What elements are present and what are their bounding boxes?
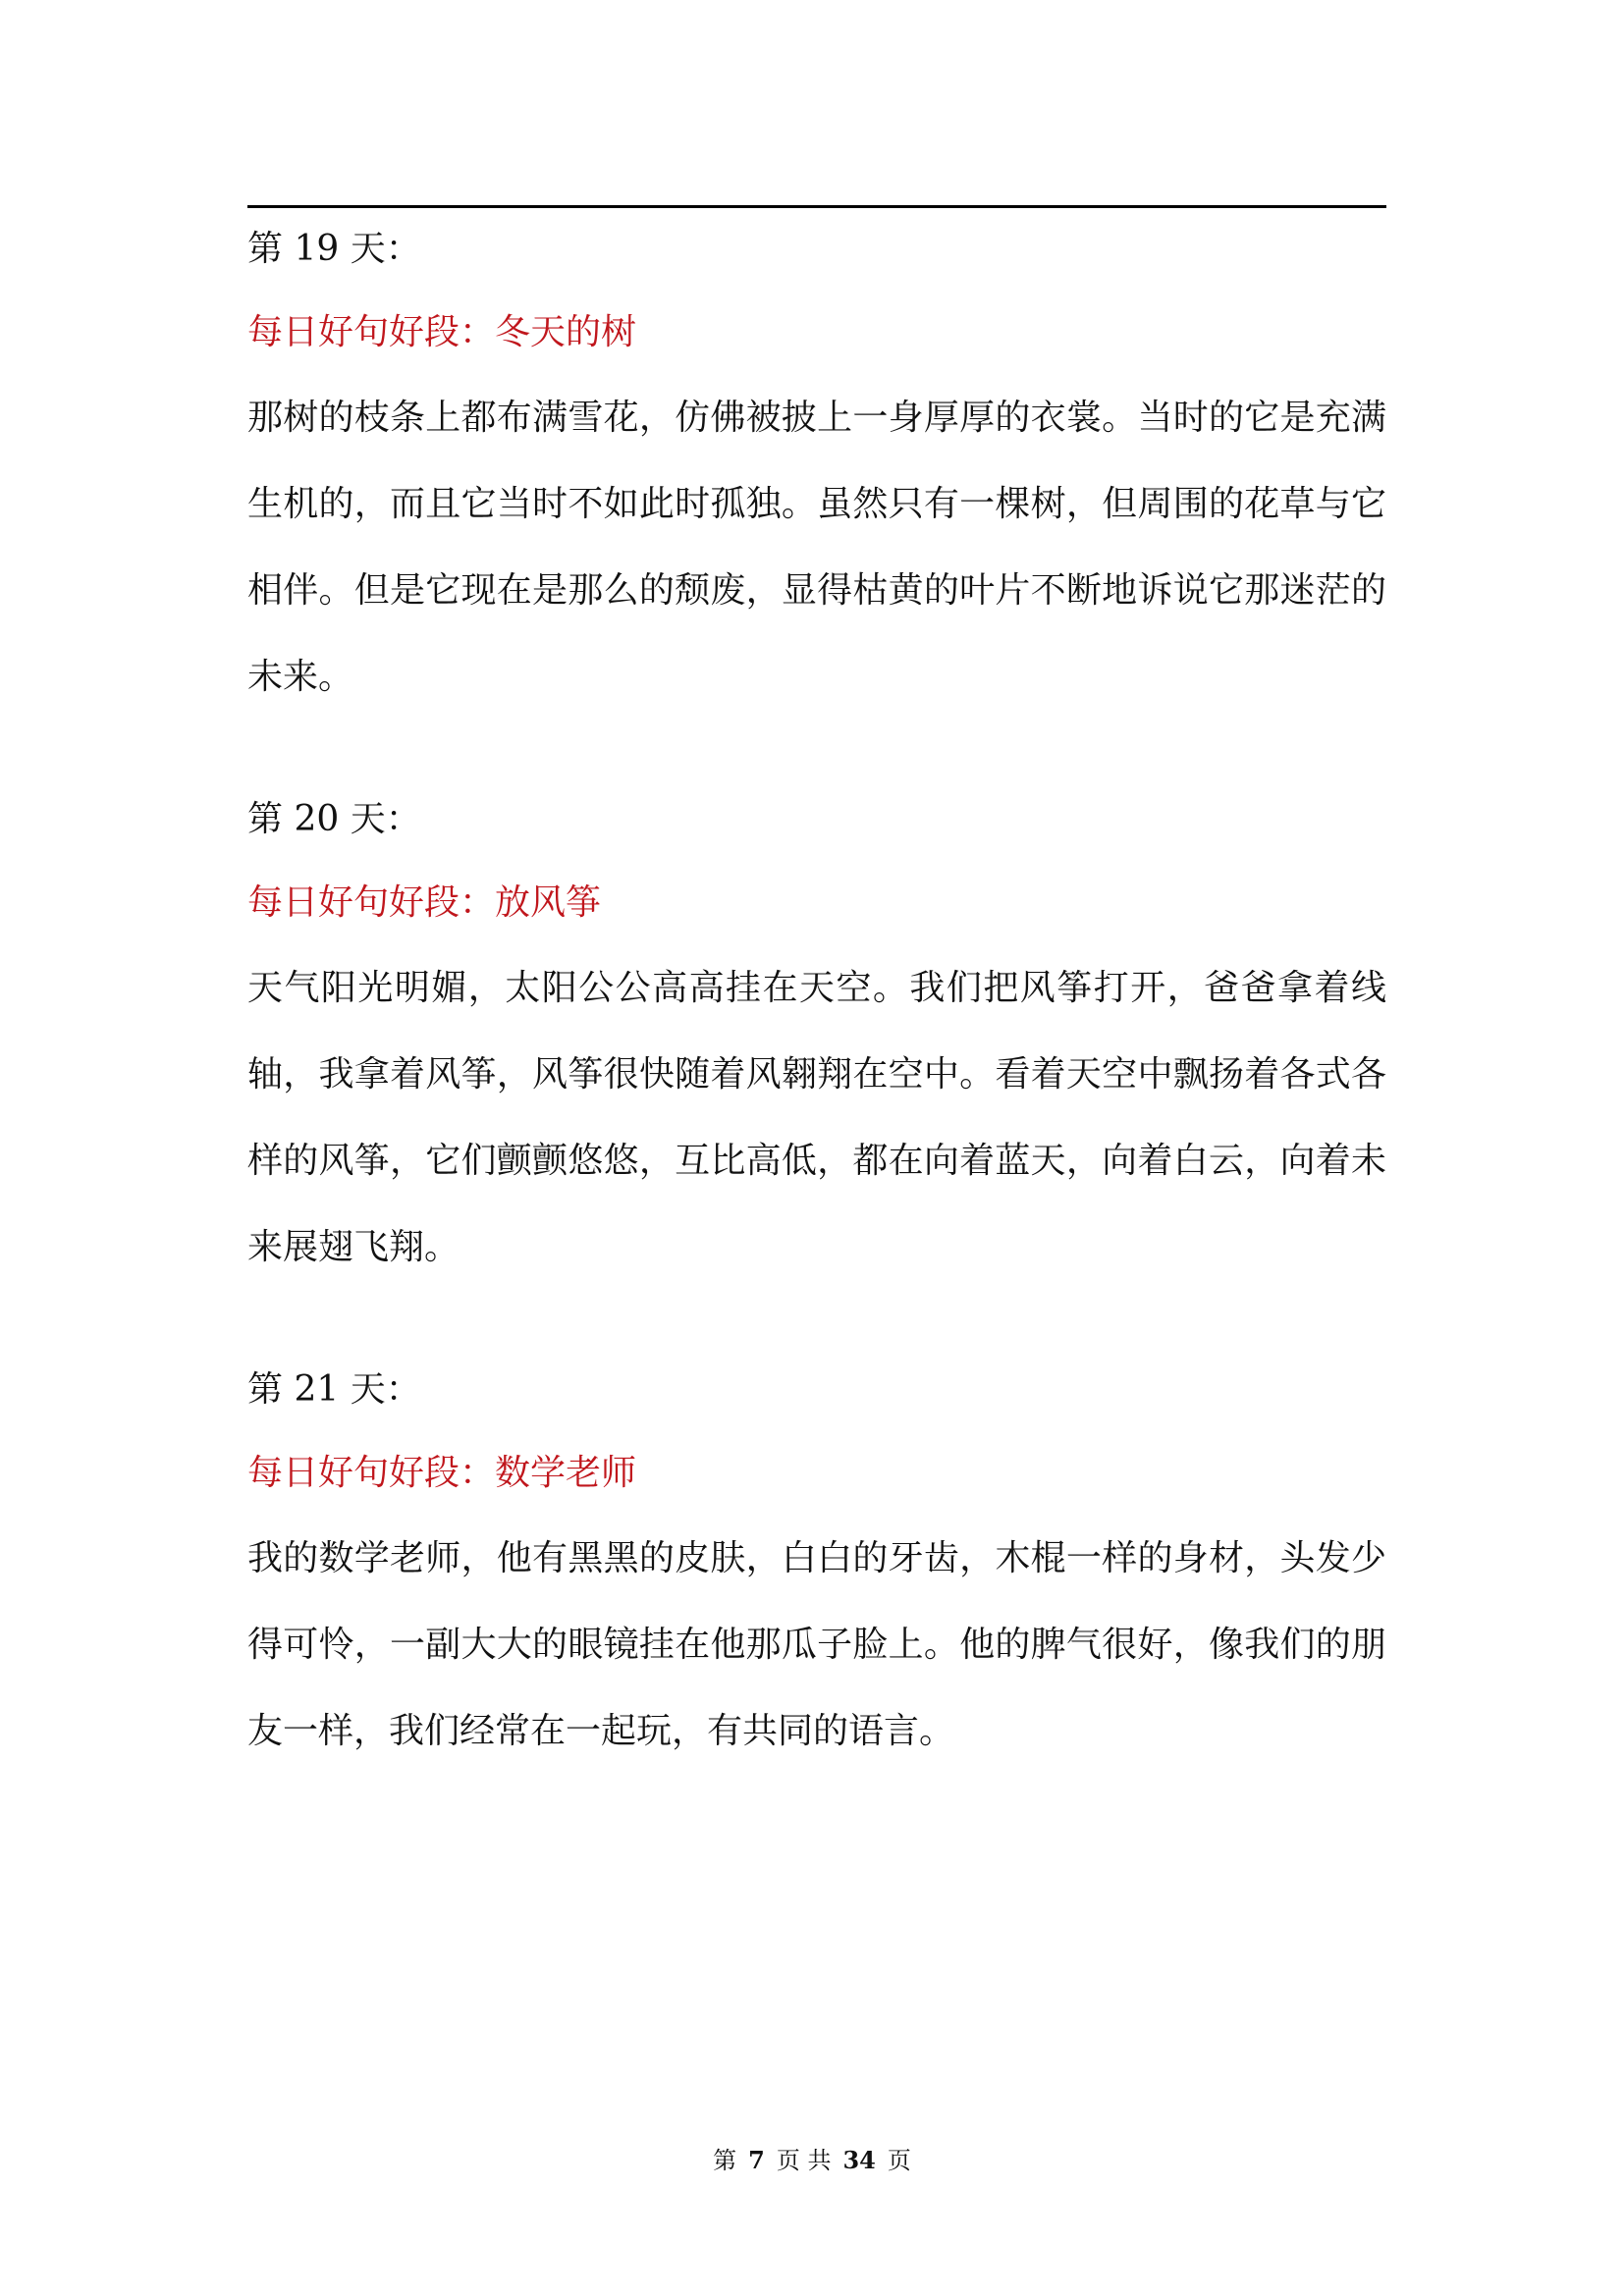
entry-day-21 bbox=[247, 1368, 1386, 1775]
passage-text: 天气阳光明媚，太阳公公高高挂在天空。我们把风筝打开，爸爸拿着线轴，我拿着风筝，风筝很快随着风翱翔在空中。看着天空中飘扬着各式各样的风筝，它们颤颤悠悠，互比高低，都在向着蓝天，向着白云，向着未来展翅飞翔。 bbox=[247, 968, 1386, 1267]
page-footer bbox=[0, 2146, 1624, 2175]
section-title: 每日好句好段：放风筝 bbox=[247, 882, 602, 923]
footer-prefix: 第 bbox=[713, 2147, 737, 2174]
header-rule bbox=[247, 205, 1386, 208]
passage-text: 那树的枝条上都布满雪花，仿佛被披上一身厚厚的衣裳。当时的它是充满生机的，而且它当时不如此时孤独。虽然只有一棵树，但周围的花草与它相伴。但是它现在是那么的颓废，显得枯黄的叶片不断地诉说它那迷茫的未来。 bbox=[247, 398, 1386, 697]
section-title: 每日好句好段：冬天的树 bbox=[247, 312, 637, 352]
day-label: 第 21 天： bbox=[247, 1369, 421, 1410]
section-title: 每日好句好段：数学老师 bbox=[247, 1453, 637, 1493]
entry-day-20 bbox=[247, 798, 1386, 1291]
current-page-number: 7 bbox=[748, 2146, 765, 2174]
day-label: 第 19 天： bbox=[247, 229, 421, 269]
footer-suffix: 页 bbox=[887, 2147, 911, 2174]
footer-middle: 页 共 bbox=[776, 2147, 832, 2174]
document-body bbox=[247, 218, 1386, 1852]
total-page-count: 34 bbox=[842, 2146, 876, 2174]
passage-text: 我的数学老师，他有黑黑的皮肤，白白的牙齿，木棍一样的身材，头发少得可怜，一副大大的眼镜挂在他那瓜子脸上。他的脾气很好，像我们的朋友一样，我们经常在一起玩，有共同的语言。 bbox=[247, 1538, 1386, 1751]
entry-day-19 bbox=[247, 228, 1386, 721]
day-label: 第 20 天： bbox=[247, 799, 421, 839]
